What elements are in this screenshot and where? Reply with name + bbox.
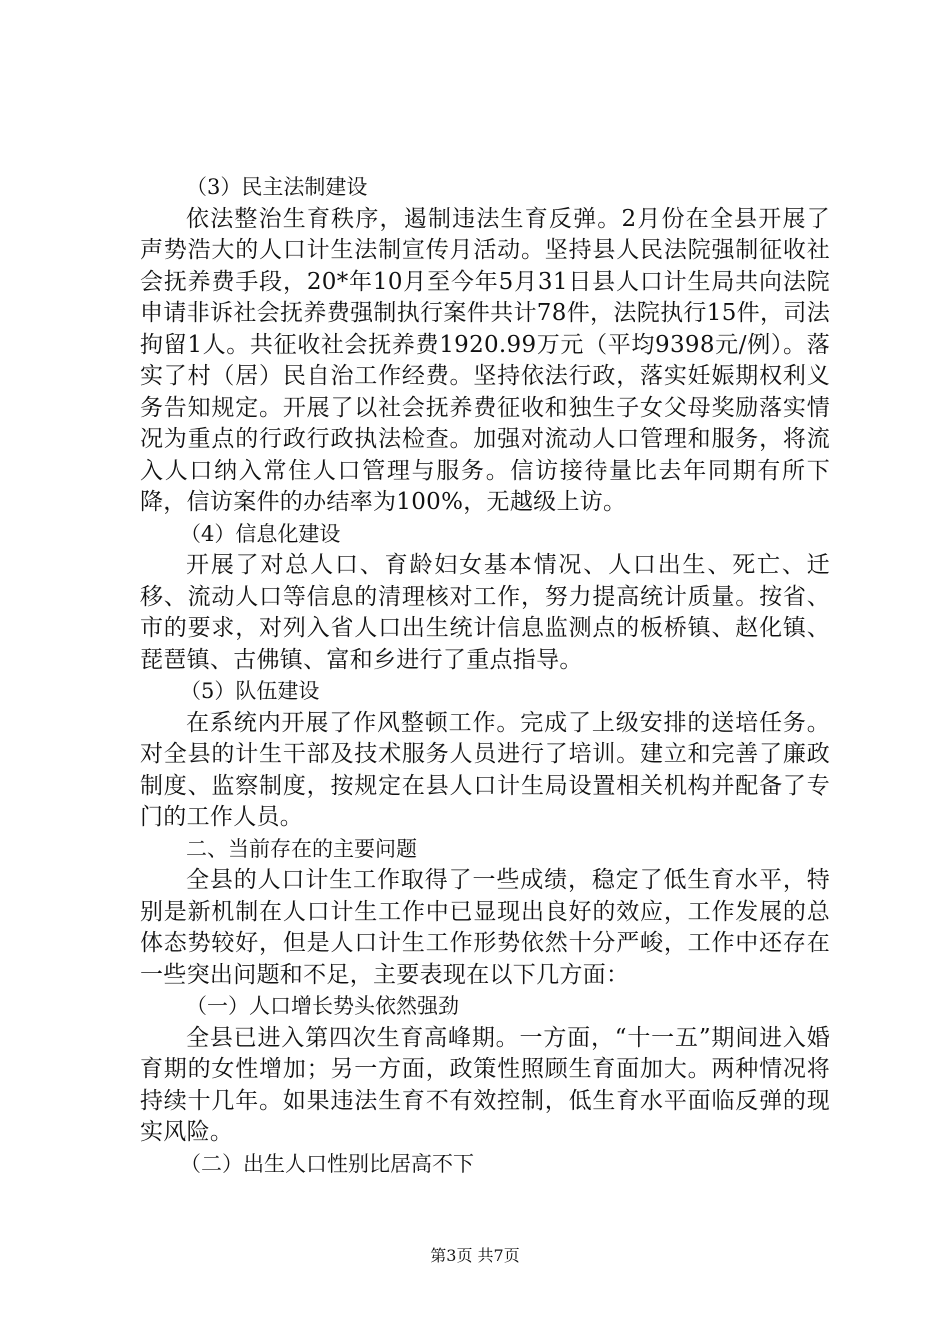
section-heading-sex-ratio: （二）出生人口性别比居高不下 xyxy=(180,1151,474,1176)
page-footer: 第3页 共7页 xyxy=(430,1246,520,1265)
section-heading-population-growth: （一）人口增长势头依然强劲 xyxy=(186,994,459,1018)
paragraph-legal: 依法整治生育秩序，遏制违法生育反弹。2月份在全县开展了声势浩大的人口计生法制宣传月活动。坚持县人民法院强制征收社会抚养费手段，20*年10月至今年5月31日县人口计生局共向法院申请非诉社会抚养费强制执行案件共计78件，法院执行15件，司法拘留1人。共征收社会抚养费1920.99万元（平均9398元/例）。落实了村（居）民自治工作经费。坚持依法行政，落实妊娠期权利义务告知规定。开展了以社会抚养费征收和独生子女父母奖励落实情况为重点的行政行政执法检查。加强对流动人口管理和服务，将流入人口纳入常住人口管理与服务。信访接待量比去年同期有所下降，信访案件的办结率为100%，无越级上访。 xyxy=(140,205,830,515)
document-body xyxy=(140,172,830,1180)
paragraph-population-growth: 全县已进入第四次生育高峰期。一方面，“十一五”期间进入婚育期的女性增加；另一方面，政策性照顾生育面加大。两种情况将持续十几年。如果违法生育不有效控制，低生育水平面临反弹的现实风险。 xyxy=(140,1024,830,1145)
section-heading-team: （5）队伍建设 xyxy=(180,679,320,703)
paragraph-informatization: 开展了对总人口、育龄妇女基本情况、人口出生、死亡、迁移、流动人口等信息的清理核对工作，努力提高统计质量。按省、市的要求，对列入省人口出生统计信息监测点的板桥镇、赵化镇、琵琶镇、古佛镇、富和乡进行了重点指导。 xyxy=(140,552,830,673)
section-heading-problems: 二、当前存在的主要问题 xyxy=(186,836,417,861)
paragraph-problems: 全县的人口计生工作取得了一些成绩，稳定了低生育水平，特别是新机制在人口计生工作中已显现出良好的效应，工作发展的总体态势较好，但是人口计生工作形势依然十分严峻，工作中还存在一些突出问题和不足，主要表现在以下几方面： xyxy=(140,867,830,988)
section-heading-informatization: （4）信息化建设 xyxy=(180,521,341,546)
paragraph-team: 在系统内开展了作风整顿工作。完成了上级安排的送培任务。对全县的计生干部及技术服务人员进行了培训。建立和完善了廉政制度、监察制度，按规定在县人口计生局设置相关机构并配备了专门的工作人员。 xyxy=(140,709,830,830)
section-heading-legal: （3）民主法制建设 xyxy=(186,175,368,199)
